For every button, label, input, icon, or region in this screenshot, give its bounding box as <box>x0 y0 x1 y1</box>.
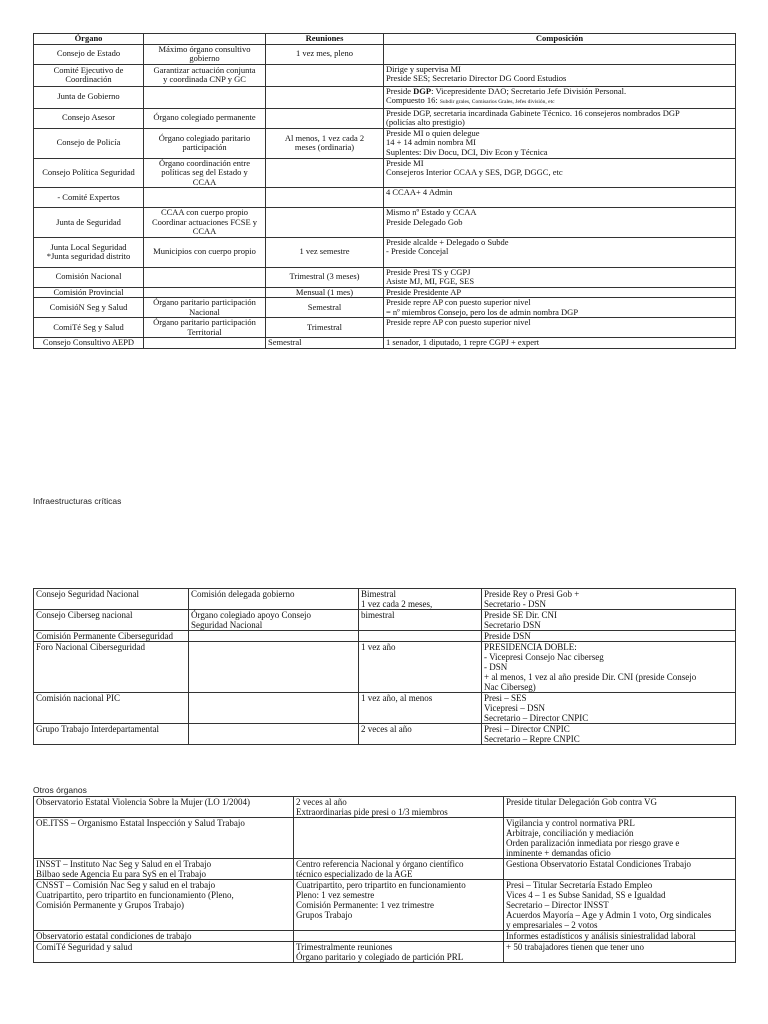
table-row <box>34 86 736 108</box>
header-funcion <box>144 34 266 45</box>
organo-cell <box>34 128 144 158</box>
reuniones-cell <box>359 642 482 693</box>
funcion-cell-line: Coordinar actuaciones FCSE y <box>151 216 258 227</box>
organo-cell-line: Comisión Permanente y Grupos Trabajo) <box>36 900 184 910</box>
reuniones-cell-line: Extraordinarias pide presi o 1/3 miembros <box>296 807 448 817</box>
table-row <box>34 318 736 338</box>
composicion-cell-line: Preside alcalde + Delegado o Subde <box>386 236 509 247</box>
composicion-cell-line: Preside Presidente AP <box>386 286 462 297</box>
organo-cell-line: Observatorio estatal condiciones de trabajo <box>36 931 192 941</box>
reuniones-cell <box>266 298 384 318</box>
reuniones-cell-line: Al menos, 1 vez cada 2 <box>284 132 365 143</box>
composicion-cell-line: Vigilancia y control normativa PRL <box>506 818 635 828</box>
funcion-cell <box>144 64 266 86</box>
organo-cell <box>34 267 144 287</box>
composicion-cell-line: Acuerdos Mayoría – Age y Admin 1 voto, Org sindicales <box>506 910 712 920</box>
composicion-cell-line: Vices 4 – 1 es Subse Sanidad, SS e Igualdad <box>506 890 666 900</box>
organo-cell <box>34 338 144 349</box>
table-row <box>34 298 736 318</box>
funcion-cell-line: gobierno <box>189 53 220 63</box>
organo-cell <box>34 208 144 238</box>
organos-table <box>33 33 736 349</box>
composicion-cell-line: Secretario - DSN <box>484 599 546 609</box>
composicion-cell <box>504 818 736 859</box>
funcion-cell <box>189 610 359 631</box>
reuniones-cell <box>266 108 384 128</box>
table-row <box>34 338 736 349</box>
organo-cell-line: CNSST – Comisión Nac Seg y salud en el trabajo <box>36 880 216 890</box>
composicion-cell <box>504 942 736 963</box>
organo-cell-line: Comisión Permanente Ciberseguridad <box>36 631 173 641</box>
organo-cell-line: Comisión Provincial <box>53 286 124 297</box>
organo-cell <box>34 642 189 693</box>
funcion-cell <box>144 128 266 158</box>
composicion-cell <box>482 693 736 724</box>
reuniones-cell-line: Grupos Trabajo <box>296 910 353 920</box>
organo-cell-line: Consejo Política Seguridad <box>42 167 135 177</box>
composicion-cell-line: Compuesto 16: Subdir grales, Comisarios Grales, Jefes división, etc <box>386 95 555 105</box>
organo-cell <box>34 318 144 338</box>
composicion-cell-line: Preside MI o quien delegue <box>386 127 480 138</box>
composicion-cell-line: = nº miembros Consejo, pero los de admin nombra DGP <box>386 306 579 317</box>
organo-cell <box>34 64 144 86</box>
funcion-cell-line: CCAA <box>192 226 217 236</box>
reuniones-cell <box>359 693 482 724</box>
infraestructuras-table <box>33 588 736 745</box>
organo-cell <box>34 188 144 208</box>
reuniones-cell <box>359 589 482 610</box>
composicion-cell-line: Preside SE Dir. CNI <box>484 610 557 620</box>
composicion-cell <box>504 880 736 931</box>
composicion-cell-line: Nac Ciberseg) <box>484 682 536 692</box>
organo-cell <box>34 610 189 631</box>
reuniones-cell-line: bimestral <box>361 610 395 620</box>
reuniones-cell <box>266 158 384 188</box>
composicion-cell-line: (policías alto prestigio) <box>386 117 465 127</box>
composicion-cell <box>504 797 736 818</box>
funcion-cell <box>144 318 266 338</box>
composicion-cell <box>482 610 736 631</box>
organo-cell <box>34 237 144 267</box>
composicion-cell <box>482 589 736 610</box>
organo-cell-line: Junta de Seguridad <box>56 216 121 227</box>
composicion-small: Subdir grales, Comisarios Grales, Jefes división, etc <box>439 99 555 105</box>
organo-cell <box>34 44 144 64</box>
funcion-cell-line: Nacional <box>189 306 220 317</box>
funcion-cell <box>144 108 266 128</box>
composicion-cell <box>384 188 736 208</box>
reuniones-cell-line: meses (ordinaria) <box>294 142 355 152</box>
composicion-cell-line: Secretario – Director INSST <box>506 900 609 910</box>
table-row <box>34 880 736 931</box>
table-row <box>34 108 736 128</box>
organo-cell-line: OE.ITSS – Organismo Estatal Inspección y Salud Trabajo <box>36 818 245 828</box>
organo-cell <box>34 931 294 942</box>
composicion-cell-line: Preside Delegado Gob <box>386 216 463 227</box>
composicion-cell <box>384 44 736 64</box>
reuniones-cell-line: Semestral <box>307 301 342 312</box>
organo-cell <box>34 589 189 610</box>
composicion-cell-line: Informes estadísticos y análisis siniestralidad laboral <box>506 931 696 941</box>
funcion-cell <box>144 237 266 267</box>
organo-cell-line: Consejo de Estado <box>56 48 121 59</box>
funcion-cell-line: Órgano paritario participación <box>153 297 256 307</box>
composicion-cell <box>384 338 736 349</box>
organo-cell-line: Foro Nacional Ciberseguridad <box>36 642 145 652</box>
organo-cell-line: - Comité Expertos <box>57 191 120 202</box>
reuniones-cell <box>266 267 384 287</box>
table-row <box>34 128 736 158</box>
organo-cell-line: Junta Local Seguridad <box>50 241 127 252</box>
organo-cell-line: INSST – Instituto Nac Seg y Salud en el Trabajo <box>36 859 212 869</box>
reuniones-cell-line: Pleno: 1 vez semestre <box>296 890 375 900</box>
funcion-cell-line: participación <box>182 142 227 152</box>
composicion-cell-line: 14 + 14 admin nombra MI <box>386 137 477 147</box>
composicion-cell <box>384 128 736 158</box>
composicion-cell-line: Secretario – Director CNPIC <box>484 713 589 723</box>
reuniones-cell-line: Bimestral <box>361 589 396 599</box>
reuniones-cell-line: Semestral <box>268 337 302 347</box>
organo-cell-line: Bilbao sede Agencia Eu para SyS en el Trabajo <box>36 869 206 879</box>
funcion-cell-line: Órgano coordinación entre <box>159 157 250 168</box>
header-organo: Órgano <box>34 34 144 45</box>
table-row <box>34 931 736 942</box>
reuniones-cell <box>266 287 384 298</box>
funcion-cell-line: Órgano colegiado apoyo Consejo <box>191 610 312 620</box>
organo-cell-line: Observatorio Estatal Violencia Sobre la Mujer (LO 1/2004) <box>36 797 250 807</box>
table-row <box>34 724 736 745</box>
composicion-cell <box>384 86 736 108</box>
organo-cell-line: Junta de Gobierno <box>57 91 120 102</box>
funcion-cell <box>189 693 359 724</box>
composicion-cell-line: - DSN <box>484 662 508 672</box>
table-row <box>34 287 736 298</box>
funcion-cell-line: Garantizar actuación conjunta <box>153 64 256 75</box>
organo-cell-line: Cuatripartito, pero tripartito en funcionamiento (Pleno, <box>36 890 234 900</box>
table-row <box>34 208 736 238</box>
reuniones-cell <box>266 188 384 208</box>
reuniones-cell-line: 1 vez cada 2 meses, <box>361 599 433 609</box>
composicion-cell-line: + 50 trabajadores tienen que tener uno <box>506 942 645 952</box>
composicion-cell-line: Gestiona Observatorio Estatal Condiciones Trabajo <box>506 859 691 869</box>
funcion-cell <box>144 44 266 64</box>
organo-cell <box>34 724 189 745</box>
composicion-cell-line: Presi – Director CNPIC <box>484 724 570 734</box>
funcion-cell <box>144 267 266 287</box>
reuniones-cell <box>359 610 482 631</box>
reuniones-cell <box>266 208 384 238</box>
composicion-cell <box>384 208 736 238</box>
reuniones-cell <box>266 86 384 108</box>
reuniones-cell-line: Órgano paritario y colegiado de partición PRL <box>296 952 464 962</box>
section-title-otros-organos: Otros órganos <box>33 785 87 795</box>
composicion-cell-line: 4 CCAA+ 4 Admin <box>386 187 453 197</box>
composicion-cell-line: - Vicepresi Consejo Nac ciberseg <box>484 652 604 662</box>
header-reuniones: Reuniones <box>266 34 384 45</box>
composicion-cell <box>482 642 736 693</box>
reuniones-cell-line: Trimestralmente reuniones <box>296 942 393 952</box>
composicion-cell-line: y empresariales – 2 votos <box>506 920 598 930</box>
organo-cell-line: Grupo Trabajo Interdepartamental <box>36 724 159 734</box>
composicion-cell-line: Preside DGP: Vicepresidente DAO; Secretario Jefe División Personal. <box>386 85 627 96</box>
funcion-cell-line: Seguridad Nacional <box>191 620 263 630</box>
organo-cell <box>34 942 294 963</box>
reuniones-cell-line: Trimestral (3 meses) <box>289 271 360 282</box>
composicion-cell-line: Mismo nº Estado y CCAA <box>386 207 477 217</box>
table-row <box>34 818 736 859</box>
reuniones-cell <box>266 318 384 338</box>
table-row <box>34 158 736 188</box>
organo-cell <box>34 158 144 188</box>
table-row <box>34 942 736 963</box>
table-row <box>34 610 736 631</box>
reuniones-cell <box>359 631 482 642</box>
reuniones-cell <box>294 859 504 880</box>
table-row <box>34 693 736 724</box>
reuniones-cell-line: Comisión Permanente: 1 vez trimestre <box>296 900 434 910</box>
composicion-cell-line: Secretario DSN <box>484 620 541 630</box>
table-row <box>34 44 736 64</box>
composicion-cell <box>482 631 736 642</box>
composicion-cell-line: Asiste MJ, MI, FGE, SES <box>386 276 475 286</box>
composicion-cell-line: Presi – Titular Secretaría Estado Empleo <box>506 880 653 890</box>
organo-cell-line: Consejo Ciberseg nacional <box>36 610 133 620</box>
table-row <box>34 267 736 287</box>
section-title-infraestructuras: Infraestructuras críticas <box>33 496 122 506</box>
organo-cell-line: ComiTé Seguridad y salud <box>36 942 133 952</box>
composicion-cell-line: PRESIDENCIA DOBLE: <box>484 642 577 652</box>
funcion-cell <box>144 208 266 238</box>
organo-cell <box>34 86 144 108</box>
funcion-cell <box>144 298 266 318</box>
organo-cell <box>34 298 144 318</box>
funcion-cell <box>189 642 359 693</box>
organo-cell <box>34 859 294 880</box>
funcion-cell <box>144 338 266 349</box>
funcion-cell-line: Máximo órgano consultivo <box>158 43 251 54</box>
organo-cell-line: Consejo de Policía <box>56 137 121 148</box>
composicion-cell-line: Preside MI <box>386 157 424 168</box>
funcion-cell <box>189 724 359 745</box>
reuniones-cell <box>266 237 384 267</box>
composicion-cell-line: inminente + demandas oficio <box>506 848 611 858</box>
reuniones-cell-line: 2 veces al año <box>296 797 347 807</box>
reuniones-cell <box>294 818 504 859</box>
organo-cell <box>34 693 189 724</box>
table-header-row <box>34 34 736 45</box>
composicion-cell-line: - Preside Concejal <box>386 246 449 256</box>
funcion-cell-line: Órgano paritario participación <box>153 317 256 327</box>
composicion-cell-line: Secretario – Repre CNPIC <box>484 734 580 744</box>
table-row <box>34 188 736 208</box>
organo-cell-line: ComisióN Seg y Salud <box>49 301 128 312</box>
composicion-cell-line: 1 senador, 1 diputado, 1 repre CGPJ + expert <box>386 337 540 347</box>
organo-cell <box>34 287 144 298</box>
composicion-cell-line: Orden paralización inmediata por riesgo grave e <box>506 838 680 848</box>
reuniones-cell-line: 1 vez año <box>361 642 396 652</box>
composicion-cell-line: Preside repre AP con puesto superior nivel <box>386 317 531 327</box>
funcion-cell-line: Municipios con cuerpo propio <box>153 246 256 257</box>
reuniones-cell-line: 2 veces al año <box>361 724 412 734</box>
reuniones-cell-line: técnico especializado de la AGE <box>296 869 413 879</box>
organo-cell <box>34 797 294 818</box>
header-composicion: Composición <box>384 34 736 45</box>
reuniones-cell-line: 1 vez mes, pleno <box>295 48 354 59</box>
funcion-cell <box>189 631 359 642</box>
organo-cell <box>34 818 294 859</box>
table-row <box>34 631 736 642</box>
composicion-cell-line: Consejeros Interior CCAA y SES, DGP, DGGC, etc <box>386 167 563 177</box>
composicion-cell-line: Suplentes: Div Docu, DCI, Div Econ y Técnica <box>386 146 548 157</box>
composicion-cell-line: + al menos, 1 vez al año preside Dir. CNI (preside Consejo <box>484 672 697 682</box>
reuniones-cell <box>359 724 482 745</box>
organo-cell-line: Consejo Consultivo AEPD <box>42 337 135 347</box>
organo-cell-line: Comisión Nacional <box>55 271 122 282</box>
funcion-cell <box>144 287 266 298</box>
composicion-bold: DGP <box>413 85 432 96</box>
composicion-cell-line: Vicepresi – DSN <box>484 703 545 713</box>
table-row <box>34 237 736 267</box>
composicion-cell-line: Preside repre AP con puesto superior nivel <box>386 297 531 307</box>
reuniones-cell <box>266 44 384 64</box>
composicion-cell <box>384 287 736 298</box>
table-row <box>34 589 736 610</box>
funcion-cell <box>144 158 266 188</box>
reuniones-cell-line: 1 vez semestre <box>299 246 350 257</box>
organo-cell-line: ComiTé Seg y Salud <box>53 321 124 332</box>
organo-cell <box>34 880 294 931</box>
funcion-cell-line: Territorial <box>187 326 222 337</box>
composicion-cell-line: Preside Presi TS y CGPJ <box>386 266 471 277</box>
organo-cell-line: Consejo Asesor <box>61 112 116 123</box>
organo-cell <box>34 631 189 642</box>
reuniones-cell-line: Trimestral <box>306 321 343 332</box>
organo-cell-line: Comisión nacional PIC <box>36 693 120 703</box>
table-row <box>34 642 736 693</box>
reuniones-cell <box>294 931 504 942</box>
composicion-cell <box>504 931 736 942</box>
reuniones-cell <box>266 338 384 349</box>
reuniones-cell-line: 1 vez año, al menos <box>361 693 433 703</box>
table-row <box>34 797 736 818</box>
composicion-cell <box>384 108 736 128</box>
composicion-cell-line: Presi – SES <box>484 693 527 703</box>
funcion-cell <box>189 589 359 610</box>
funcion-cell <box>144 188 266 208</box>
reuniones-cell <box>294 942 504 963</box>
organo-cell <box>34 108 144 128</box>
reuniones-cell <box>266 64 384 86</box>
funcion-cell-line: políticas seg del Estado y <box>161 167 248 177</box>
composicion-cell <box>384 267 736 287</box>
funcion-cell-line: Órgano colegiado paritario <box>158 132 251 143</box>
composicion-cell-line: Arbitraje, conciliación y mediación <box>506 828 634 838</box>
composicion-cell-line: Dirige y supervisa MI <box>386 63 461 74</box>
organo-cell-line: Consejo Seguridad Nacional <box>36 589 139 599</box>
composicion-cell-line: Preside titular Delegación Gob contra VG <box>506 797 658 807</box>
composicion-cell-line: Preside SES; Secretario Director DG Coord Estudios <box>386 73 567 83</box>
organo-cell-line: *Junta seguridad distrito <box>46 251 131 261</box>
reuniones-cell <box>266 128 384 158</box>
reuniones-cell <box>294 880 504 931</box>
composicion-cell-line: Preside DSN <box>484 631 531 641</box>
composicion-cell <box>384 64 736 86</box>
composicion-cell <box>384 237 736 267</box>
organo-cell-line: Comité Ejecutivo de Coordinación <box>53 64 124 84</box>
funcion-cell-line: y coordinada CNP y GC <box>163 74 246 84</box>
composicion-cell-line: Preside DGP, secretaria incardinada Gabinete Técnico. 16 consejeros nombrados DGP <box>386 107 680 118</box>
reuniones-cell-line: Cuatripartito, pero tripartito en funcionamiento <box>296 880 466 890</box>
composicion-cell <box>482 724 736 745</box>
reuniones-cell-line: Centro referencia Nacional y órgano científico <box>296 859 464 869</box>
funcion-cell <box>144 86 266 108</box>
funcion-cell-line: CCAA con cuerpo propio <box>160 207 249 217</box>
reuniones-cell-line: Mensual (1 mes) <box>295 286 354 297</box>
composicion-cell <box>384 158 736 188</box>
funcion-cell-line: Órgano colegiado permanente <box>153 112 256 123</box>
composicion-cell-line: Preside Rey o Presi Gob + <box>484 589 580 599</box>
reuniones-cell <box>294 797 504 818</box>
composicion-cell <box>504 859 736 880</box>
composicion-cell <box>384 318 736 338</box>
table-row <box>34 64 736 86</box>
composicion-cell <box>384 298 736 318</box>
otros-organos-table <box>33 796 736 963</box>
table-row <box>34 859 736 880</box>
funcion-cell-line: Comisión delegada gobierno <box>191 589 295 599</box>
funcion-cell-line: CCAA <box>192 176 217 187</box>
